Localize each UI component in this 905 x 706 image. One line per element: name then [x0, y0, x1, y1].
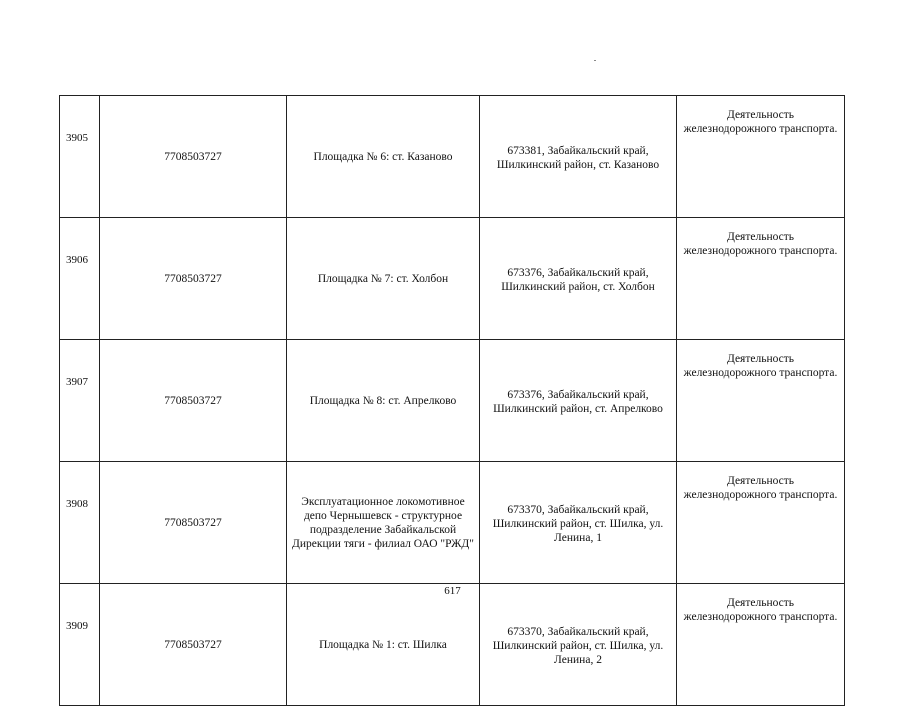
inn-cell: 7708503727: [100, 584, 287, 706]
row-number: 3906: [60, 218, 100, 340]
activity-cell: Деятельность железнодорожного транспорта.: [677, 584, 845, 706]
object-name-cell: Площадка № 1: ст. Шилка: [287, 584, 480, 706]
registry-table: [59, 95, 845, 706]
row-number: 3909: [60, 584, 100, 706]
address-cell: 673376, Забайкальский край, Шилкинский район, ст. Апрелково: [480, 340, 677, 462]
address-cell: 673370, Забайкальский край, Шилкинский район, ст. Шилка, ул. Ленина, 2: [480, 584, 677, 706]
inn-cell: 7708503727: [100, 462, 287, 584]
table-row: [60, 218, 845, 340]
page-number: 617: [444, 585, 461, 597]
activity-cell: Деятельность железнодорожного транспорта.: [677, 340, 845, 462]
address-cell: 673376, Забайкальский край, Шилкинский район, ст. Холбон: [480, 218, 677, 340]
inn-cell: 7708503727: [100, 96, 287, 218]
row-number: 3905: [60, 96, 100, 218]
activity-cell: Деятельность железнодорожного транспорта.: [677, 218, 845, 340]
row-number: 3907: [60, 340, 100, 462]
table-row: [60, 340, 845, 462]
object-name-cell: Площадка № 7: ст. Холбон: [287, 218, 480, 340]
activity-cell: Деятельность железнодорожного транспорта.: [677, 462, 845, 584]
address-cell: 673381, Забайкальский край, Шилкинский район, ст. Казаново: [480, 96, 677, 218]
inn-cell: 7708503727: [100, 340, 287, 462]
row-number: 3908: [60, 462, 100, 584]
inn-cell: 7708503727: [100, 218, 287, 340]
object-name-cell: Эксплуатационное локомотивное депо Чернышевск - структурное подразделение Забайкальской Дирекции тяги - филиал ОАО "РЖД": [287, 462, 480, 584]
activity-cell: Деятельность железнодорожного транспорта.: [677, 96, 845, 218]
object-name-cell: Площадка № 6: ст. Казаново: [287, 96, 480, 218]
table-row: [60, 96, 845, 218]
address-cell: 673370, Забайкальский край, Шилкинский район, ст. Шилка, ул. Ленина, 1: [480, 462, 677, 584]
table-row: [60, 462, 845, 584]
table-row: [60, 584, 845, 706]
scan-speck: [594, 60, 596, 61]
object-name-cell: Площадка № 8: ст. Апрелково: [287, 340, 480, 462]
